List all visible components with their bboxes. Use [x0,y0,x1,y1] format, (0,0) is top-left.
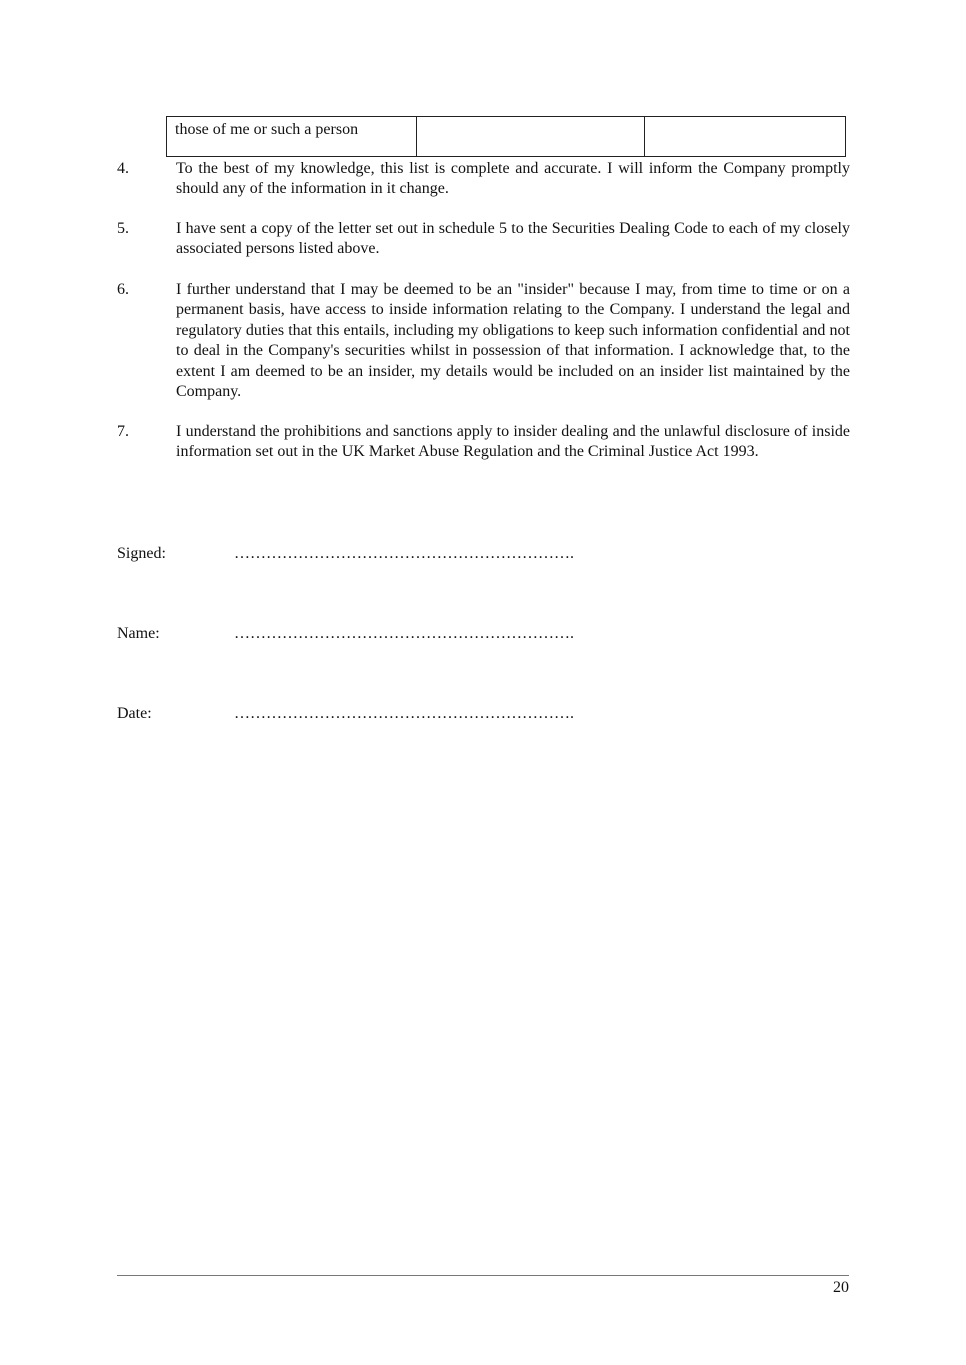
persons-table [166,116,846,157]
paragraph-text: To the best of my knowledge, this list is complete and accurate. I will inform the Company promptly should any of the information in it change. [176,160,850,198]
paragraph-number: 6. [117,281,129,298]
paragraph-text: I further understand that I may be deemed to be an "insider" because I may, from time to time or on a permanent basis, have access to inside information relating to the Company. I understand the legal and regulatory duties that this entails, including my obligations to keep such information confidential and not to deal in the Company's securities whilst in possession of that information. I acknowledge that, to the extent I am deemed to be an insider, my details would be included on an insider list maintained by the Company. [176,281,850,401]
date-label: Date: [117,705,152,722]
table-cell-blank [645,117,846,157]
table-cell-relationship: those of me or such a person [167,117,417,157]
paragraph-text: I have sent a copy of the letter set out in schedule 5 to the Securities Dealing Code to each of my closely associated persons listed above. [176,220,850,258]
paragraph-number: 7. [117,423,129,440]
footer-divider [117,1275,849,1276]
table-row [167,117,846,157]
page-number: 20 [833,1279,849,1296]
paragraph-number: 5. [117,220,129,237]
signed-label: Signed: [117,545,166,562]
signed-row [117,544,657,566]
date-blank-line[interactable]: ………………………………………………………. [234,705,574,722]
date-row [117,704,657,726]
paragraph-text: I understand the prohibitions and sanctions apply to insider dealing and the unlawful disclosure of inside information set out in the UK Market Abuse Regulation and the Criminal Justice Act 1993. [176,423,850,461]
name-blank-line[interactable]: ………………………………………………………. [234,625,574,642]
table-cell-blank [417,117,645,157]
name-label: Name: [117,625,160,642]
paragraph-number: 4. [117,160,129,177]
signed-blank-line[interactable]: ………………………………………………………. [234,545,574,562]
closely-associated-persons-table-continuation [166,116,846,157]
name-row [117,624,657,646]
